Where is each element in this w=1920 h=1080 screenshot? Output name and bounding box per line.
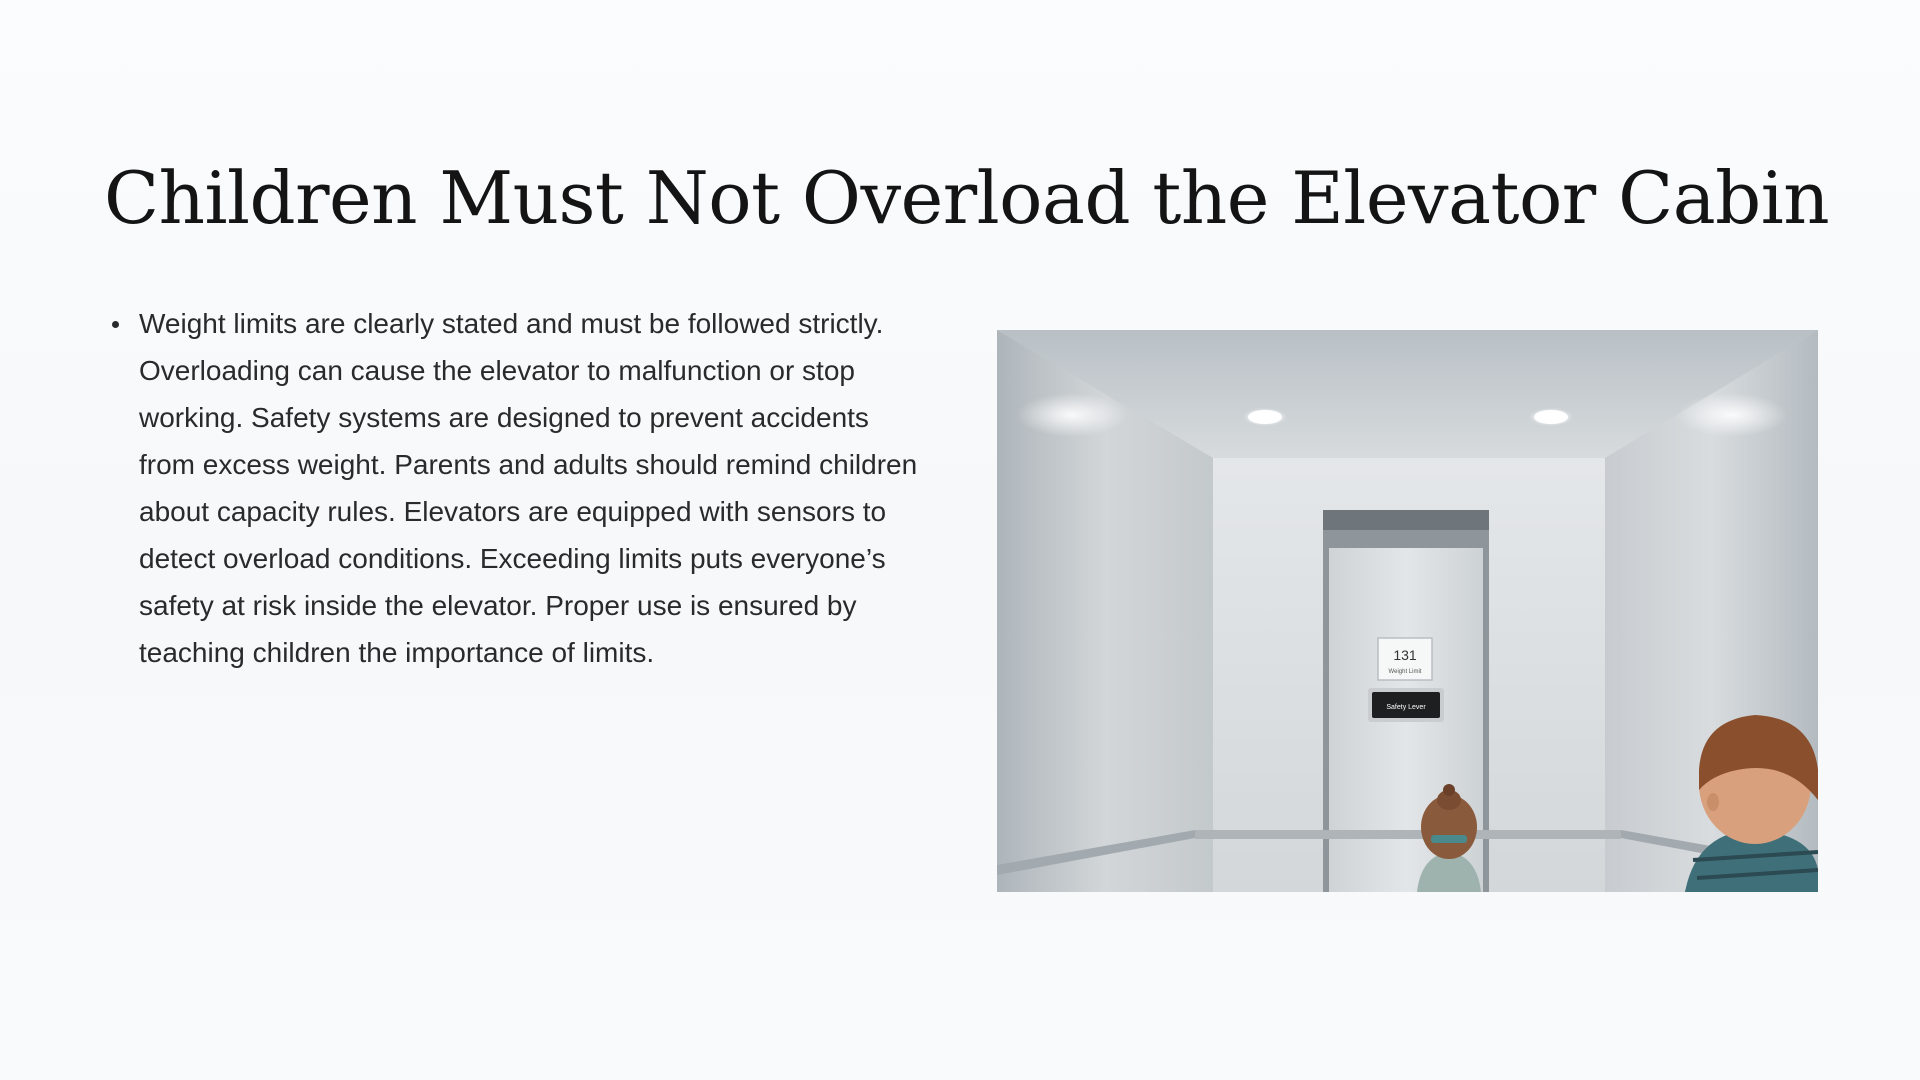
plate-caption: Weight Limit xyxy=(1388,669,1422,675)
wall-glow xyxy=(1017,393,1127,437)
ceiling-light-core xyxy=(1534,410,1568,424)
bullet-dot-icon xyxy=(112,321,119,328)
bullet-text: Weight limits are clearly stated and must be followed strictly. Overloading can cause the elevator to malfunction or stop working. Safety systems are designed to prevent accidents from excess weight. Parents and adults should remind children about capacity rules. Elevators are equipped with sensors to detect overload conditions. Exceeding limits puts everyone’s safety at risk inside the elevator. Proper use is ensured by teaching children the importance of limits. xyxy=(139,308,918,668)
ceiling-light-core xyxy=(1248,410,1282,424)
elevator-cabin-image xyxy=(997,330,1818,892)
wall-glow xyxy=(1677,393,1787,437)
bullet-item xyxy=(108,300,928,676)
bullet-list xyxy=(108,300,928,676)
floor-number: 131 xyxy=(1393,647,1417,663)
slide-title: Children Must Not Overload the Elevator Cabin xyxy=(104,156,1830,240)
sign-text: Safety Lever xyxy=(1386,704,1426,711)
elevator-illustration xyxy=(997,330,1818,892)
door-header xyxy=(1323,510,1489,530)
handrail-back xyxy=(1195,830,1621,839)
